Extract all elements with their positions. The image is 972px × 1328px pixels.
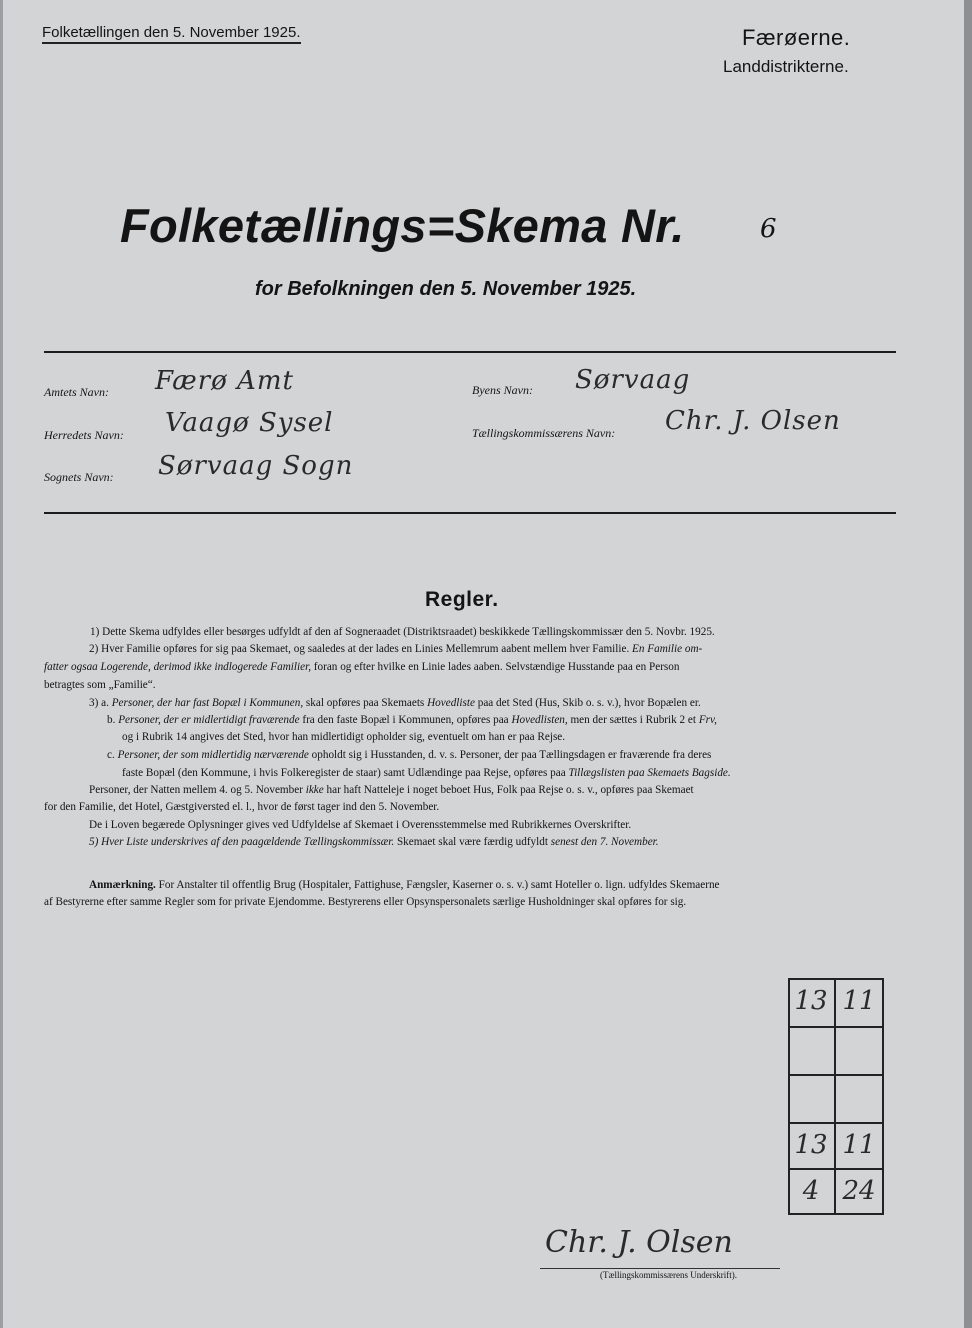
form-title: Folketællings=Skema Nr. xyxy=(120,199,685,252)
kommissaer-value: Chr. J. Olsen xyxy=(665,406,841,436)
herredets-label: Herredets Navn: xyxy=(44,428,124,442)
region-title: Færøerne. xyxy=(742,25,851,50)
kommissaer-label: Tællingskommissærens Navn: xyxy=(472,426,616,440)
page-edge xyxy=(0,0,3,1328)
byens-label: Byens Navn: xyxy=(472,383,533,397)
byens-value: Sørvaag xyxy=(575,365,691,395)
tally-cell: 11 xyxy=(842,1130,876,1160)
tally-cell: 13 xyxy=(794,986,828,1016)
page-edge xyxy=(964,0,972,1328)
tally-box xyxy=(788,978,884,1215)
rule-2-line3: betragtes som „Familie“. xyxy=(44,679,156,691)
rule-3c-line2: faste Bopæl (den Kommune, i hvis Folkeregister de staar) samt Udlændinge paa Rejse, opføres paa Tillægslisten paa Skemaets Bagside. xyxy=(122,767,731,779)
tally-cell: 13 xyxy=(794,1130,828,1160)
rule-3b-line2: og i Rubrik 14 angives det Sted, hvor han midlertidigt opholder sig, eventuelt om han er paa Rejse. xyxy=(122,731,566,743)
rule-4-line3: De i Loven begærede Oplysninger gives ved Udfyldelse af Skemaet i Overensstemmelse med Rubrikkernes Overskrifter. xyxy=(89,819,632,831)
sognets-label: Sognets Navn: xyxy=(44,470,114,484)
rule-3b-line1: b. Personer, der er midlertidigt fraværende fra den faste Bopæl i Kommunen, opføres paa Hovedlisten, men der sættes i Rubrik 2 et Frv, xyxy=(107,714,717,726)
form-subtitle: for Befolkningen den 5. November 1925. xyxy=(255,278,637,300)
herredets-value: Vaagø Sysel xyxy=(165,408,334,438)
tally-cell: 11 xyxy=(842,986,876,1016)
rule-4-line2: for den Familie, det Hotel, Gæstgiversted el. l., hvor de først tager ind den 5. November. xyxy=(44,801,440,813)
rule-4-line1: Personer, der Natten mellem 4. og 5. November ikke har haft Natteleje i noget beboet Hus, Folk paa Rejse o. s. v., opføres paa Skemaet xyxy=(89,784,694,796)
rule-3a: 3) a. Personer, der har fast Bopæl i Kommunen, skal opføres paa Skemaets Hovedliste paa det Sted (Hus, Skib o. s. v.), hvor Bopælen er. xyxy=(89,697,701,709)
rule-1: 1) Dette Skema udfyldes eller besørges udfyldt af den af Sogneraadet (Distriktsraadet) beskikkede Tællingskommissær den 5. Novbr. 1925. xyxy=(90,626,715,638)
rule-3c-line1: c. Personer, der som midlertidig nærværende opholdt sig i Husstanden, d. v. s. Personer, der paa Tællingsdagen er fraværende fra deres xyxy=(107,749,712,761)
signature: Chr. J. Olsen xyxy=(545,1225,733,1260)
tally-total-cell: 4 xyxy=(802,1176,820,1206)
rule-2-line2: fatter ogsaa Logerende, derimod ikke indlogerede Familier, foran og efter hvilke en Linie lades aaben. Selvstændige Husstande paa en Person xyxy=(44,661,680,673)
form-number-handwritten: 6 xyxy=(760,214,777,244)
amtets-label: Amtets Navn: xyxy=(44,385,109,399)
tally-total-cell: 24 xyxy=(842,1176,876,1206)
divider-top xyxy=(44,351,896,353)
region-subtitle: Landdistrikterne. xyxy=(723,57,849,76)
signature-line xyxy=(540,1268,780,1269)
census-date-header: Folketællingen den 5. November 1925. xyxy=(42,24,301,44)
note-line2: af Bestyrerne efter samme Regler som for private Ejendomme. Bestyrerens eller Opsynspersonalets særlige Husholdninger skal opføres for sig. xyxy=(44,896,687,908)
sognets-value: Sørvaag Sogn xyxy=(158,451,354,481)
note-line1: Anmærkning. For Anstalter til offentlig Brug (Hospitaler, Fattighuse, Fængsler, Kaserner o. s. v.) samt Hoteller o. lign. udfyldes Skemaerne xyxy=(89,879,720,891)
divider-bottom xyxy=(44,512,896,514)
signature-caption: (Tællingskommissærens Underskrift). xyxy=(600,1270,737,1280)
amtets-value: Færø Amt xyxy=(155,366,294,396)
rule-2-line1: 2) Hver Familie opføres for sig paa Skemaet, og saaledes at der lades en Linies Mellemrum aabent mellem hver Familie. En Familie om- xyxy=(89,643,703,655)
rules-heading: Regler. xyxy=(425,588,499,611)
rule-5: 5) Hver Liste underskrives af den paagældende Tællingskommissær. Skemaet skal være færdig udfyldt senest den 7. November. xyxy=(89,836,659,848)
